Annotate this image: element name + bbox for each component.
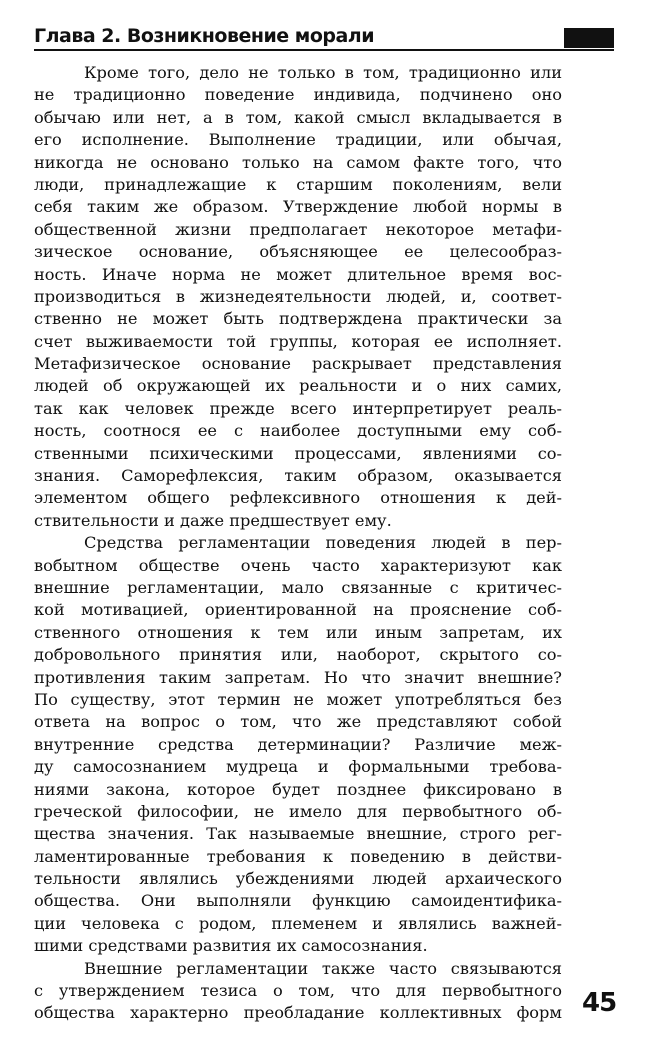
text-line: противления таким запретам. Но что значит внешние? xyxy=(34,667,562,687)
text-line: ламентированные требования к поведению в действи- xyxy=(34,846,562,866)
text-line: обычаю или нет, а в том, какой смысл вкладывается в xyxy=(34,107,562,127)
text-line: ствительности и даже предшествует ему. xyxy=(34,510,392,530)
text-line: ственно не может быть подтверждена практически за xyxy=(34,309,562,329)
text-line: так как человек прежде всего интерпретирует реаль- xyxy=(34,398,562,418)
text-line: По существу, этот термин не может употребляться без xyxy=(34,689,562,709)
chapter-title: Глава 2. Возникновение морали xyxy=(34,25,375,47)
text-line: зическое основание, объясняющее ее целесообраз- xyxy=(34,242,562,262)
text-line: с утверждением тезиса о том, что для первобытного xyxy=(34,981,562,1001)
text-line: ции человека с родом, племенем и являлись важней- xyxy=(34,913,562,933)
text-line: производиться в жизнедеятельности людей, и, соответ- xyxy=(34,286,562,306)
text-line: Кроме того, дело не только в том, традиционно или xyxy=(84,63,562,82)
text-line: щества значения. Так называемые внешние, строго рег- xyxy=(34,824,562,844)
text-line: общественной жизни предполагает некоторое метафи- xyxy=(34,219,562,239)
text-line: ность, соотнося ее с наиболее доступными ему соб- xyxy=(34,421,562,441)
text-line: счет выживаемости той группы, которая ее исполняет. xyxy=(34,331,562,351)
text-line: добровольного принятия или, наоборот, скрытого со- xyxy=(34,645,562,665)
text-line: Метафизическое основание раскрывает представления xyxy=(34,354,562,374)
running-header xyxy=(34,22,614,52)
text-line: ду самосознанием мудреца и формальными требова- xyxy=(34,757,562,777)
header-decorative-bar xyxy=(564,28,614,48)
text-line: ниями закона, которое будет позднее фиксировано в xyxy=(34,779,562,799)
body-text xyxy=(34,62,562,1025)
text-line: элементом общего рефлексивного отношения к дей- xyxy=(34,488,562,508)
text-line: его исполнение. Выполнение традиции, или обычая, xyxy=(34,130,562,150)
text-line: знания. Саморефлексия, таким образом, оказывается xyxy=(34,466,562,486)
text-line: кой мотивацией, ориентированной на прояснение соб- xyxy=(34,600,562,620)
text-line: общества характерно преобладание коллективных форм xyxy=(34,1003,562,1023)
text-line: тельности являлись убеждениями людей архаического xyxy=(34,869,562,889)
text-line: общества. Они выполняли функцию самоидентифика- xyxy=(34,891,562,911)
text-line: Внешние регламентации также часто связываются xyxy=(84,958,562,978)
text-line: Средства регламентации поведения людей в пер- xyxy=(84,533,562,553)
text-line: внутренние средства детерминации? Различие меж- xyxy=(34,734,562,754)
header-rule xyxy=(34,49,614,51)
text-line: греческой философии, не имело для первобытного об- xyxy=(34,801,562,821)
page-number: 45 xyxy=(582,988,617,1018)
text-line: себя таким же образом. Утверждение любой нормы в xyxy=(34,197,562,217)
text-line: ность. Иначе норма не может длительное время вос- xyxy=(34,264,562,284)
text-line: не традиционно поведение индивида, подчинено оно xyxy=(34,85,562,105)
text-line: ственными психическими процессами, явлениями со- xyxy=(34,443,562,463)
text-line: людей об окружающей их реальности и о них самих, xyxy=(34,376,562,396)
text-line: шими средствами развития их самосознания. xyxy=(34,936,428,956)
text-line: внешние регламентации, мало связанные с критичес- xyxy=(34,577,562,597)
text-line: вобытном обществе очень часто характеризуют как xyxy=(34,555,562,575)
text-line: никогда не основано только на самом факте того, что xyxy=(34,152,562,172)
text-line: ответа на вопрос о том, что же представляют собой xyxy=(34,712,562,732)
text-line: ственного отношения к тем или иным запретам, их xyxy=(34,622,562,642)
text-line: люди, принадлежащие к старшим поколениям, вели xyxy=(34,174,562,194)
